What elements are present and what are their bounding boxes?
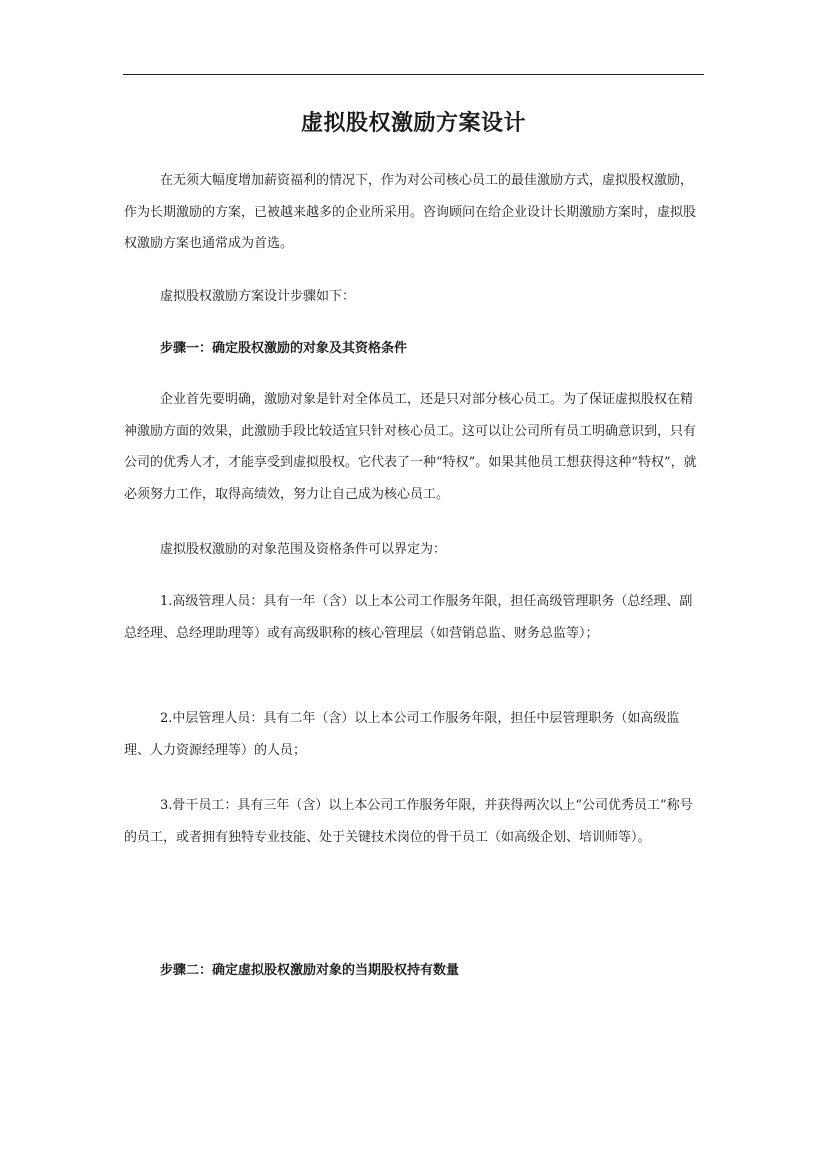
steps-intro: 虚拟股权激励方案设计步骤如下： (160, 289, 356, 304)
header-rule (123, 74, 704, 75)
step-one-paragraph: 企业首先要明确，激励对象是针对全体员工，还是只对部分核心员工。为了保证虚拟股权在精神激励方面的效果，此激励手段比较适宜只针对核心员工。这可以让公司所有员工明确意识到，只有公司的优秀人才，才能享受到虚拟股权。它代表了一种“特权”。如果其他员工想获得这种“特权”，就必须努力工作，取得高绩效，努力让自己成为核心员工。 (124, 392, 697, 502)
list-item-senior-management: 1.高级管理人员：具有一年（含）以上本公司工作服务年限，担任高级管理职务（总经理、副总经理、总经理助理等）或有高级职称的核心管理层（如营销总监、财务总监等）； (124, 594, 693, 641)
step-two-heading: 步骤二：确定虚拟股权激励对象的当期股权持有数量 (160, 963, 460, 978)
document-title: 虚拟股权激励方案设计 (300, 110, 526, 136)
step-one-heading: 步骤一：确定股权激励的对象及其资格条件 (160, 341, 408, 356)
list-item-key-staff: 3.骨干员工：具有三年（含）以上本公司工作服务年限，并获得两次以上“公司优秀员工”称号的员工，或者拥有独特专业技能、处于关键技术岗位的骨干员工（如高级企划、培训师等）。 (124, 798, 693, 845)
list-item-middle-management: 2.中层管理人员：具有二年（含）以上本公司工作服务年限，担任中层管理职务（如高级监理、人力资源经理等）的人员； (124, 711, 680, 758)
intro-paragraph: 在无须大幅度增加薪资福利的情况下，作为对公司核心员工的最佳激励方式，虚拟股权激励，作为长期激励的方案，已被越来越多的企业所采用。咨询顾问在给企业设计长期激励方案时，虚拟股权激励方案也通常成为首选。 (124, 173, 697, 251)
scope-intro: 虚拟股权激励的对象范围及资格条件可以界定为： (160, 542, 447, 557)
